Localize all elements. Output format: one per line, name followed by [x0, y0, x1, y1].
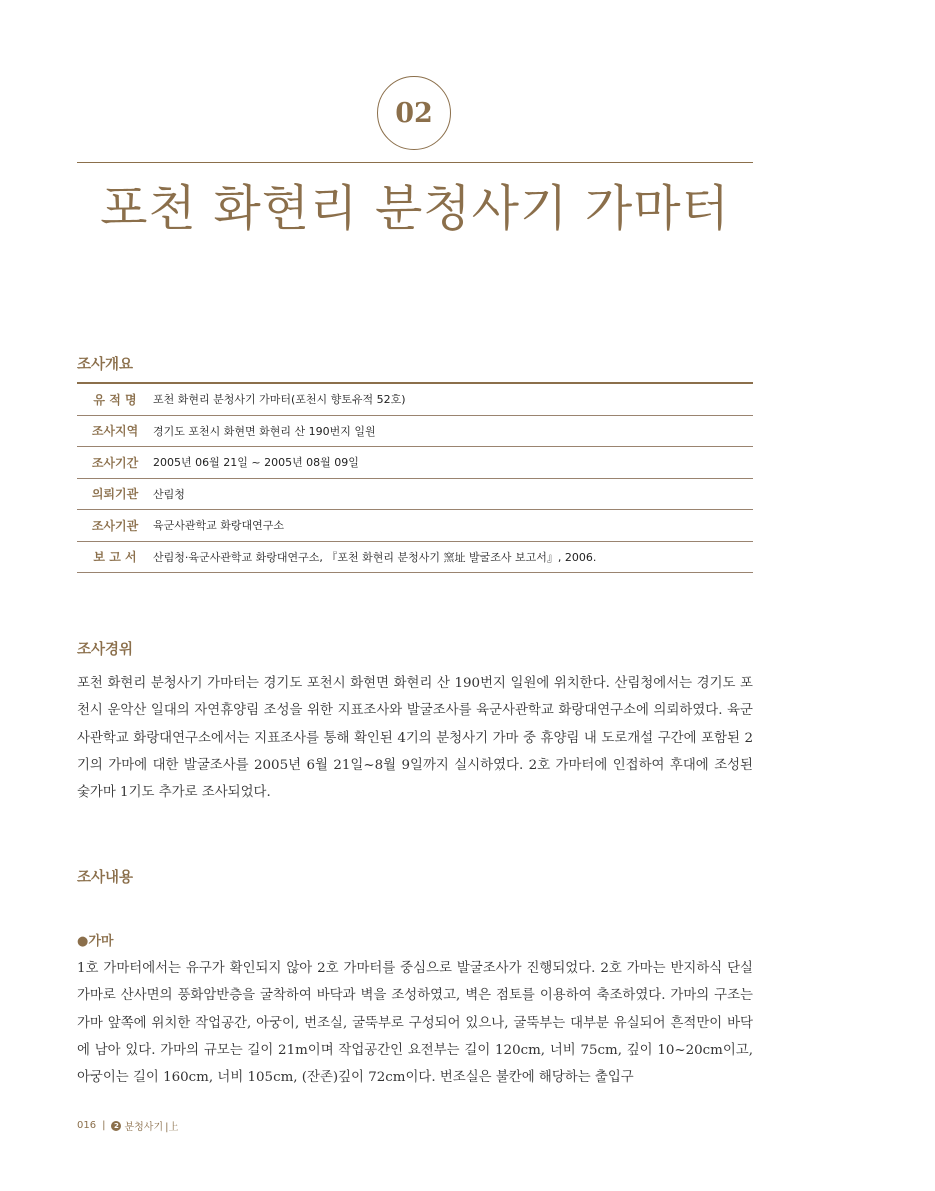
row-value: 산림청·육군사관학교 화랑대연구소, 『포천 화현리 분청사기 窯址 발굴조사 보고서』, 2006. [153, 541, 753, 573]
volume-number-badge: 2 [111, 1121, 121, 1131]
book-part: |上 [165, 1122, 179, 1133]
row-label: 유 적 명 [77, 383, 153, 415]
page-number: 016 [77, 1120, 97, 1131]
background-paragraph: 포천 화현리 분청사기 가마터는 경기도 포천시 화현면 화현리 산 190번지 일원에 위치한다. 산림청에서는 경기도 포천시 운악산 일대의 자연휴양림 조성을 위한 지표조사와 발굴조사를 육군사관학교 화랑대연구소에 의뢰하였다. 육군사관학교 화랑대연구소에서는 지표조사를 통해 확인된 4기의 분청사기 가마 중 휴양림 내 도로개설 구간에 포함된 2기의 가마에 대한 발굴조사를 2005년 6월 21일~8월 9일까지 실시하였다. 2호 가마터에 인접하여 후대에 조성된 숯가마 1기도 추가로 조사되었다. [77, 676, 753, 801]
row-value: 산림청 [153, 478, 753, 510]
row-value: 경기도 포천시 화현면 화현리 산 190번지 일원 [153, 415, 753, 447]
table-row [77, 383, 753, 415]
row-value: 2005년 06월 21일 ~ 2005년 08월 09일 [153, 447, 753, 479]
chapter-number-badge: 02 [377, 76, 451, 150]
row-label: 의뢰기관 [77, 478, 153, 510]
row-label: 조사지역 [77, 415, 153, 447]
row-label: 보 고 서 [77, 541, 153, 573]
table-row [77, 478, 753, 510]
book-title: 분청사기 [124, 1122, 164, 1133]
table-row [77, 541, 753, 573]
contents-heading: 조사내용 [77, 870, 134, 886]
overview-table [77, 382, 753, 573]
table-row [77, 415, 753, 447]
overview-heading: 조사개요 [77, 357, 134, 373]
kiln-subheading: ●가마 [77, 934, 114, 949]
row-value: 육군사관학교 화랑대연구소 [153, 510, 753, 542]
row-value: 포천 화현리 분청사기 가마터(포천시 향토유적 52호) [153, 383, 753, 415]
title-rule [77, 162, 753, 163]
table-row [77, 447, 753, 479]
row-label: 조사기간 [77, 447, 153, 479]
table-row [77, 510, 753, 542]
background-heading: 조사경위 [77, 642, 134, 658]
footer-separator: | [102, 1120, 106, 1131]
kiln-paragraph: 1호 가마터에서는 유구가 확인되지 않아 2호 가마터를 중심으로 발굴조사가 진행되었다. 2호 가마는 반지하식 단실 가마로 산사면의 풍화암반층을 굴착하여 바닥과 벽을 조성하였고, 벽은 점토를 이용하여 축조하였다. 가마의 구조는 가마 앞쪽에 위치한 작업공간, 아궁이, 번조실, 굴뚝부로 구성되어 있으나, 굴뚝부는 대부분 유실되어 흔적만이 바닥에 남아 있다. 가마의 규모는 길이 21m이며 작업공간인 요전부는 길이 120cm, 너비 75cm, 깊이 10~20cm이고, 아궁이는 길이 160cm, 너비 105cm, (잔존)깊이 72cm이다. 번조실은 불칸에 해당하는 출입구 [77, 961, 753, 1086]
page-title: 포천 화현리 분청사기 가마터 [100, 180, 730, 237]
page-footer [77, 1118, 178, 1133]
row-label: 조사기관 [77, 510, 153, 542]
